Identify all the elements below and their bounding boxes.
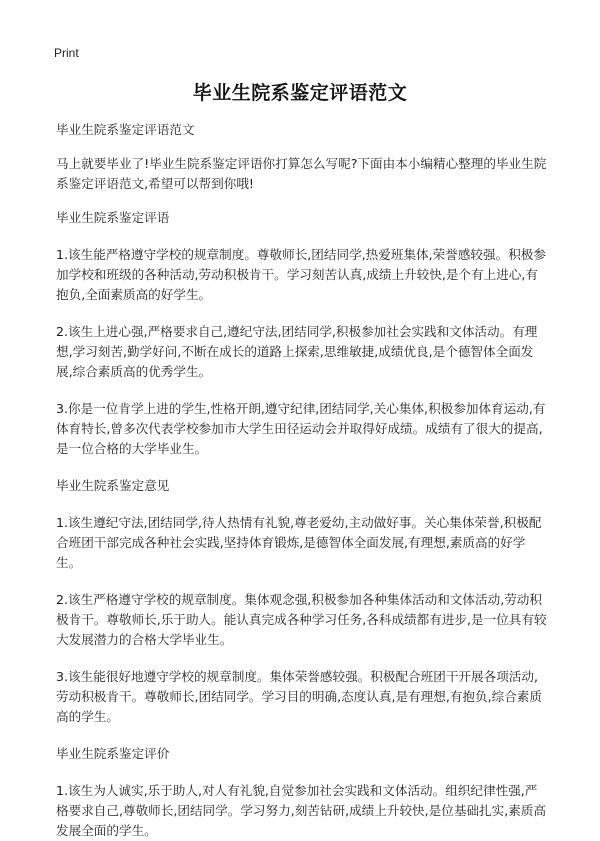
section-heading: 毕业生院系鉴定评语 [56,210,170,225]
article-body [56,120,548,841]
print-link[interactable]: Print [54,46,79,60]
page-title: 毕业生院系鉴定评语范文 [192,82,408,104]
list-item: 1.该生能严格遵守学校的规章制度。尊敬师长,团结同学,热爱班集体,荣誉感较强。积极参加学校和班级的各种活动,劳动积极肯干。学习刻苦认真,成绩上升较快,是个有上进心,有抱负,全面素质高的好学生。 [56,247,546,302]
list-item: 2.该生严格遵守学校的规章制度。集体观念强,积极参加各种集体活动和文体活动,劳动积极肯干。尊敬师长,乐于助人。能认真完成各种学习任务,各科成绩都有进步,是一位具有较大发展潜力的合格大学毕业生。 [56,592,547,647]
section-heading: 毕业生院系鉴定评价 [56,746,170,761]
list-item: 3.你是一位肯学上进的学生,性格开朗,遵守纪律,团结同学,关心集体,积极参加体育运动,有体育特长,曾多次代表学校参加市大学生田径运动会并取得好成绩。成绩有了很大的提高,是一位合格的大学毕业生。 [56,401,546,456]
list-item: 1.该生遵纪守法,团结同学,待人热情有礼貌,尊老爱幼,主动做好事。关心集体荣誉,积极配合班团干部完成各种社会实践,坚持体育锻炼,是德智体全面发展,有理想,素质高的好学生。 [56,515,542,570]
intro-paragraph: 马上就要毕业了!毕业生院系鉴定评语你打算怎么写呢?下面由本小编精心整理的毕业生院系鉴定评语范文,希望可以帮到你哦! [56,156,547,191]
list-item: 3.该生能很好地遵守学校的规章制度。集体荣誉感较强。积极配合班团干开展各项活动,劳动积极肯干。尊敬师长,团结同学。学习目的明确,态度认真,是有理想,有抱负,综合素质高的学生。 [56,669,542,724]
list-item: 1.该生为人诚实,乐于助人,对人有礼貌,自觉参加社会实践和文体活动。组织纪律性强,严格要求自己,尊敬师长,团结同学。学习努力,刻苦钻研,成绩上升较快,是位基础扎实,素质高发展全面的学生。 [56,783,546,838]
section-heading: 毕业生院系鉴定意见 [56,478,170,493]
intro-subtitle: 毕业生院系鉴定评语范文 [56,122,195,137]
list-item: 2.该生上进心强,严格要求自己,遵纪守法,团结同学,积极参加社会实践和文体活动。有理想,学习刻苦,勤学好问,不断在成长的道路上探索,思维敏捷,成绩优良,是个德智体全面发展,综合素质高的优秀学生。 [56,324,538,379]
